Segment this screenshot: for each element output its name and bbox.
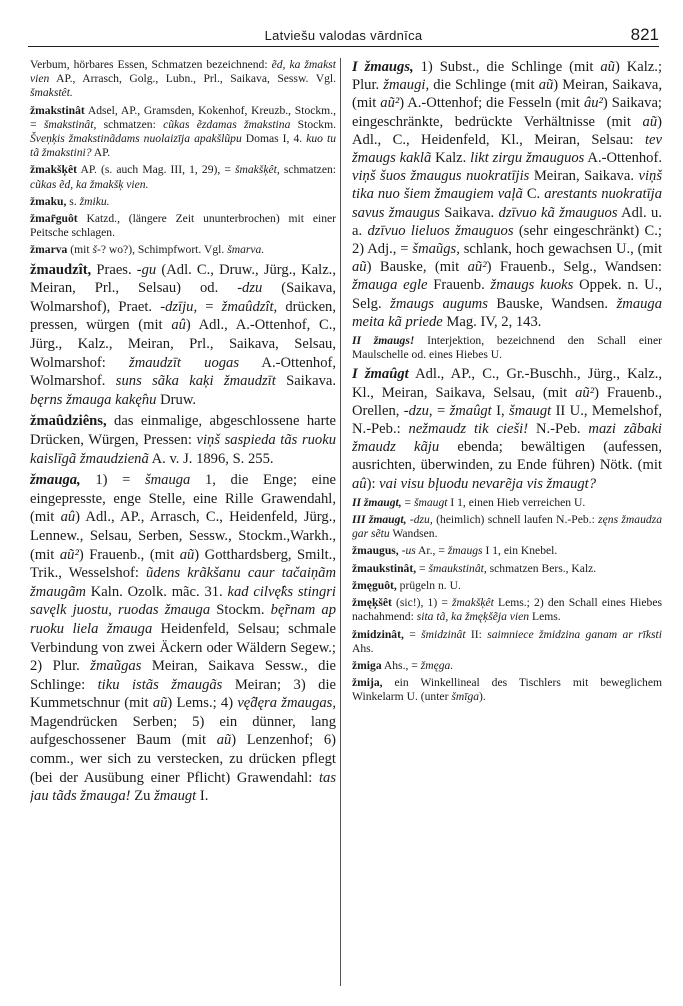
- headword: žmaukstinât,: [352, 561, 417, 575]
- entry-text: aũ: [352, 259, 367, 276]
- entry-text: ) Adl., C., Heidenfeld, Kl., Meiran, Selsau:: [352, 113, 662, 148]
- entry-text: ).: [479, 690, 486, 704]
- entry-text: das einmalige, abgeschlossene harte Drücken, Würgen, Pressen:: [30, 413, 336, 448]
- entry-text: aũ²: [575, 384, 595, 401]
- entry-text: cũkas ẽd, ka žmakšķ vien.: [30, 177, 149, 191]
- entry-text: ũdens krãkšanu caur tačaiņãm žmaugãm: [30, 565, 336, 600]
- entry-text: viņš tika nuo šiem žmaugiem vaļã: [352, 168, 662, 203]
- headword: žmaku,: [30, 194, 67, 208]
- entry-text: arestants nuokratīja savus žmaugus: [352, 186, 662, 221]
- entry-text: Lems.; 2) den Schall eines Hiebes nachahmend:: [352, 596, 662, 624]
- dictionary-entry: [352, 58, 662, 331]
- entry-text: ) Kalz.; Plur.: [352, 59, 662, 94]
- dictionary-entry: [352, 628, 662, 656]
- entry-text: likt zirgu žmauguos: [470, 150, 585, 167]
- entry-text: žmakšķêt: [452, 596, 494, 610]
- entry-text: =: [432, 402, 450, 419]
- entry-text: -us: [401, 544, 416, 558]
- entry-text: ) Gotthardsberg, Smilt., Trik., Wesselshof:: [30, 546, 336, 582]
- entry-text: Mag. IV, 2, 143.: [442, 313, 542, 330]
- entry-text: tiku istãs žmaugãs: [97, 676, 223, 693]
- dictionary-entry: [30, 261, 336, 410]
- entry-text: -gu: [136, 261, 157, 278]
- entry-text: kad cilvę̂ks stingri savęlk juostu, ruodas žmauga: [30, 583, 336, 619]
- entry-text: ? wo?), Schimpfwort. Vgl.: [100, 243, 228, 257]
- entry-text: bęrns žmauga kakę̂nu: [30, 391, 157, 408]
- dictionary-entry: [352, 496, 662, 510]
- entry-text: Zu: [130, 788, 155, 805]
- entry-text: šmaukstinât,: [428, 561, 487, 575]
- entry-text: žmaudzīt uogas: [129, 354, 240, 371]
- dictionary-entry: [352, 676, 662, 704]
- entry-text: Adl. u. a.: [352, 204, 662, 239]
- dictionary-entry: [352, 513, 662, 541]
- entry-text: (Adl. C., Druw., Jürg., Kalz., Meiran, Prl., Selsau) od.: [30, 261, 336, 297]
- headword: žmakstinât: [30, 103, 85, 117]
- entry-text: vai visu bļuodu nevarẽja vis žmaugt?: [379, 475, 597, 492]
- dictionary-entry: [30, 412, 336, 468]
- entry-text: ) Meiran, Saikava, (mit: [352, 77, 662, 112]
- entry-text: Ar., =: [415, 544, 448, 558]
- entry-text: Bauske, Wandsen.: [487, 295, 617, 312]
- entry-text: Kaln. Ozolk. mãc. 31.: [85, 583, 228, 600]
- entry-text: (mit: [67, 243, 93, 257]
- entry-text: Wandsen.: [389, 527, 438, 541]
- entry-text: sita tã, ka žmęķšẽja vien: [416, 610, 530, 624]
- entry-text: schmatzen Bers., Kalz.: [486, 561, 597, 575]
- entry-text: žmęga.: [420, 658, 454, 672]
- dictionary-entry: [352, 596, 662, 624]
- entry-text: (Saikava, Wolmarshof), Praet.: [30, 280, 336, 315]
- entry-text: Saikava.: [275, 373, 336, 390]
- headword: žmar̃guôt: [30, 212, 78, 226]
- entry-text: =: [416, 561, 429, 575]
- entry-text: šmakšķêt,: [234, 163, 280, 177]
- entry-text: aũ: [152, 695, 168, 712]
- entry-text: âu²: [583, 95, 603, 112]
- entry-text: AP., Arrasch, Golg., Lubn., Prl., Saikava, Sessw. Vgl.: [49, 72, 336, 86]
- dictionary-entry: [352, 365, 662, 492]
- entry-text: ) Lems.; 4): [167, 695, 238, 712]
- headword: II žmaugt,: [352, 495, 402, 509]
- entry-text: aũ²: [380, 95, 400, 112]
- entry-text: ) Lenzenhof; 6) comm., wer sich zu verstecken, zu drücken pflegt (bei der Ausübung einer Pflicht) Grawendahl:: [30, 732, 336, 786]
- entry-text: I 1, ein Knebel.: [482, 544, 558, 558]
- dictionary-entry: [30, 471, 336, 806]
- entry-text: žmaugs: [447, 544, 483, 558]
- entry-text: 1) =: [80, 472, 145, 489]
- entry-text: N.-Peb.: [528, 421, 589, 438]
- entry-text: žmauga egle: [352, 277, 428, 294]
- entry-text: žmaugi,: [383, 77, 430, 94]
- entry-text: prügeln n. U.: [396, 578, 461, 592]
- dictionary-entry: [352, 562, 662, 576]
- entry-text: Meiran, Saikava.: [529, 168, 639, 185]
- entry-text: žmauga meita kã priede: [352, 295, 662, 330]
- entry-text: žmaugt: [154, 788, 197, 805]
- entry-text: nežmaudz tik cieši!: [408, 421, 529, 438]
- page-number: 821: [630, 25, 659, 44]
- entry-text: Heidenfeld, Selsau; schmale Verbindung von zwei Äckern oder Wäldern Segew.; 2) Plur.: [30, 620, 336, 675]
- entry-text: žmaûgt: [449, 402, 492, 419]
- headword: III žmaugt,: [352, 513, 407, 527]
- entry-text: Meiran; 3) die Kummetschnur (mit: [30, 676, 336, 712]
- entry-text: ) Bauske, (mit: [366, 259, 468, 276]
- entry-text: Verbum, hörbares Essen, Schmatzen bezeichnend:: [30, 58, 272, 71]
- entry-text: šmakstinât,: [43, 117, 97, 131]
- headword: žmaugus,: [352, 544, 399, 558]
- page-header: [28, 24, 659, 47]
- entry-text: Frauenb.: [427, 277, 491, 294]
- entry-text: Ahs.: [352, 641, 374, 655]
- entry-text: Domas I, 4.: [241, 132, 307, 146]
- entry-text: šmaugt: [413, 495, 448, 509]
- entry-text: viņš saspieda tãs ruoku kaislīgã žmaudzienã: [30, 431, 336, 467]
- headword: I žmaûgt: [352, 366, 409, 383]
- entry-text: 1, die Enge; eine eingepresste, enge Stelle, eine Rille Grawendahl, (mit: [30, 472, 336, 526]
- entry-text: II:: [465, 627, 488, 641]
- headword: žmakšķêt: [30, 163, 78, 177]
- entry-text: =: [401, 495, 414, 509]
- entry-text: šmīga: [451, 690, 480, 704]
- headword: žmęķšêt: [352, 596, 392, 610]
- column-divider: [340, 58, 341, 986]
- entry-text: ) Saikava; eingeschränkte, bedrückte Verhältnisse (mit: [352, 95, 662, 130]
- entry-text: šmakstêt.: [30, 86, 73, 100]
- entry-text: Meiran, Saikava Sessw., die Schlinge:: [30, 658, 336, 693]
- entry-text: žmaugs augums: [390, 295, 488, 312]
- entry-text: aũ: [538, 77, 554, 94]
- entry-text: Stockm.: [210, 602, 271, 619]
- dictionary-entry: [30, 163, 336, 191]
- headword: žmidzinât,: [352, 627, 404, 641]
- dictionary-entry: [352, 334, 662, 362]
- entry-text: žmaũgas: [90, 658, 142, 675]
- dictionary-entry: [30, 212, 336, 240]
- entry-text: Šveņķis žmakstinãdams nuolaizīja apakšlũpu: [30, 132, 242, 146]
- entry-text: ) Frauenb., Orellen,: [352, 384, 662, 419]
- entry-text: Stockm.: [290, 117, 336, 131]
- entry-text: žmaugs kuoks: [490, 277, 574, 294]
- entry-text: Ahs., =: [381, 658, 421, 672]
- entry-text: šmidzinât: [421, 627, 466, 641]
- entry-text: Adsel, AP., Gramsden, Kokenhof, Kreuzb., Stockm., =: [30, 103, 336, 131]
- dictionary-entry: [30, 58, 336, 101]
- entry-text: Praes.: [91, 261, 137, 278]
- entry-text: Kalz.: [431, 150, 471, 167]
- entry-text: =: [403, 627, 422, 641]
- entry-text: mazi zãbaki žmaudz kãju: [352, 421, 662, 456]
- headword: žmiga: [352, 658, 382, 672]
- entry-text: aũ: [216, 732, 232, 749]
- dictionary-entry: [30, 243, 336, 257]
- entry-text: suns sãka kaķi žmaudzīt: [115, 373, 276, 390]
- entry-text: tas jau tãds žmauga!: [30, 769, 336, 805]
- entry-text: žmaûdzît,: [221, 298, 278, 315]
- entry-text: Interjektion, bezeichnend den Schall einer Maulschelle od. eines Hiebes U.: [352, 334, 662, 362]
- entry-text: bę̃rnam ap ruoku liela žmauga: [30, 602, 336, 637]
- entry-text: zęns žmaudza gar sẽtu: [352, 513, 662, 541]
- entry-text: A.-Ottenhof, Wolmarshof.: [30, 354, 336, 390]
- entry-text: viņš šuos žmaugus nuokratījis: [352, 168, 530, 185]
- entry-text: ):: [366, 475, 380, 492]
- entry-text: die Schlinge (mit: [429, 77, 539, 94]
- entry-text: schmatzen:: [279, 163, 336, 177]
- entry-text: II U., Memelshof, N.-Peb.:: [352, 402, 662, 438]
- headword: žmauga,: [30, 472, 81, 489]
- entry-text: Adl., AP., C., Gr.-Buschh., Jürg., Kalz., Kl., Meiran, Saikava, Selsau, (mit: [352, 366, 662, 401]
- entry-text: (heimlich) schnell laufen N.-Peb.:: [432, 513, 599, 527]
- headword: žmarva: [30, 243, 68, 257]
- running-title: Latviešu valodas vārdnīca: [264, 28, 423, 43]
- right-column: [352, 58, 662, 992]
- entry-text: tev žmaugs kaklã: [352, 131, 662, 167]
- entry-text: drücken, pressen, würgen (mit: [30, 298, 336, 334]
- entry-text: I 1, einen Hieb verreichen U.: [447, 495, 586, 509]
- entry-text: -dzu,: [409, 513, 433, 527]
- entry-text: -dzu: [237, 280, 263, 297]
- entry-text: ) A.-Ottenhof; die Fesseln (mit: [399, 95, 584, 112]
- entry-text: =: [197, 298, 222, 315]
- dictionary-entry: [30, 195, 336, 209]
- entry-text: ) Adl., AP., Arrasch, C., Heidenfeld, Jürg., Lennew., Selsau, Serben, Sessw., Stockm.,Warkh., (mit: [30, 509, 336, 563]
- headword: žmęguôt,: [352, 578, 397, 592]
- entry-text: -dzu,: [403, 402, 433, 419]
- entry-text: aû: [352, 475, 367, 492]
- entry-text: (sehr eingeschränkt) C.; 2) Adj., =: [352, 222, 662, 258]
- headword: II žmaugs!: [352, 334, 415, 348]
- entry-text: aû: [60, 509, 76, 526]
- entry-text: aũ: [642, 113, 658, 130]
- entry-text: saimniece žmidzina ganam ar rīksti: [487, 627, 662, 641]
- entry-text: aũ²: [467, 259, 487, 276]
- entry-text: Oppek. n. U., Selg.: [352, 277, 662, 312]
- entry-text: (sic!), 1) =: [391, 596, 453, 610]
- dictionary-entry: [352, 579, 662, 593]
- entry-text: Lems.: [529, 610, 561, 624]
- entry-text: A.-Ottenhof.: [584, 150, 662, 167]
- entry-text: 1) Subst., die Schlinge (mit: [413, 59, 601, 75]
- entry-text: aũ: [179, 546, 195, 563]
- dictionary-entry: [30, 104, 336, 161]
- entry-text: Magendrücken Serben; 5) ein dünner, lang aufgeschossener Baum (mit: [30, 713, 336, 749]
- left-column: [30, 58, 336, 992]
- entry-text: C.: [522, 186, 545, 203]
- entry-text: I,: [491, 402, 510, 419]
- headword: žmaûdziêns,: [30, 413, 107, 430]
- entry-text: žmiku.: [79, 194, 110, 208]
- entry-text: aũ: [600, 59, 615, 75]
- entry-text: aû: [171, 317, 186, 334]
- entry-text: ) Adl., A.-Ottenhof, C., Jürg., Kalz., Meiran, Prl., Saikava, Selsau, Wolmarshof:: [30, 317, 336, 371]
- entry-text: schlank, hoch gewachsen U., (mit: [459, 241, 662, 258]
- entry-text: vę̂dęra žmaugas,: [237, 695, 336, 712]
- entry-text: schmatzen:: [96, 117, 164, 131]
- entry-text: Katzd., (längere Zeit ununterbrochen) mit einer Peitsche schlagen.: [30, 212, 336, 240]
- entry-text: Druw.: [156, 391, 197, 408]
- headword: I žmaugs,: [352, 59, 414, 75]
- entry-text: šmaũgs,: [412, 241, 460, 258]
- entry-text: AP.: [91, 146, 111, 160]
- entry-text: A. v. J. 1896, S. 255.: [148, 450, 274, 467]
- entry-text: dzīvuo lieluos žmauguos: [367, 222, 514, 239]
- entry-text: aũ²: [59, 546, 79, 563]
- dictionary-entry: [352, 659, 662, 673]
- entry-text: šmaugt: [509, 402, 552, 419]
- entry-text: ) Frauenb., (mit: [78, 546, 180, 563]
- entry-text: -dzīju,: [160, 298, 198, 315]
- entry-text: ein Winkellineal des Tischlers mit beweglichem Winkelarm U. (unter: [352, 676, 662, 704]
- entry-text: I.: [196, 788, 209, 805]
- entry-text: dzīvuo kã žmauguos: [498, 204, 618, 221]
- dictionary-entry: [352, 544, 662, 558]
- entry-text: kuo tu tã žmakstini?: [30, 132, 336, 160]
- entry-text: ) Frauenb., Selg., Wandsen:: [486, 259, 662, 276]
- entry-text: cũkas ẽzdamas žmakstina: [163, 117, 291, 131]
- entry-text: ebenda; bewältigen (aufessen, ausrichten, überwinden, zu Ende führen) Nötk. (mit: [352, 439, 662, 474]
- headword: žmija,: [352, 676, 383, 690]
- entry-text: š-: [92, 243, 101, 257]
- headword: žmaudzît,: [30, 261, 92, 278]
- entry-text: s.: [66, 194, 80, 208]
- entry-text: šmauga: [144, 472, 191, 489]
- entry-text: ẽd, ka žmakst vien: [30, 58, 336, 86]
- entry-text: šmarva.: [227, 243, 265, 257]
- entry-text: AP. (s. auch Mag. III, 1, 29), =: [77, 163, 235, 177]
- entry-text: Saikava.: [439, 204, 499, 221]
